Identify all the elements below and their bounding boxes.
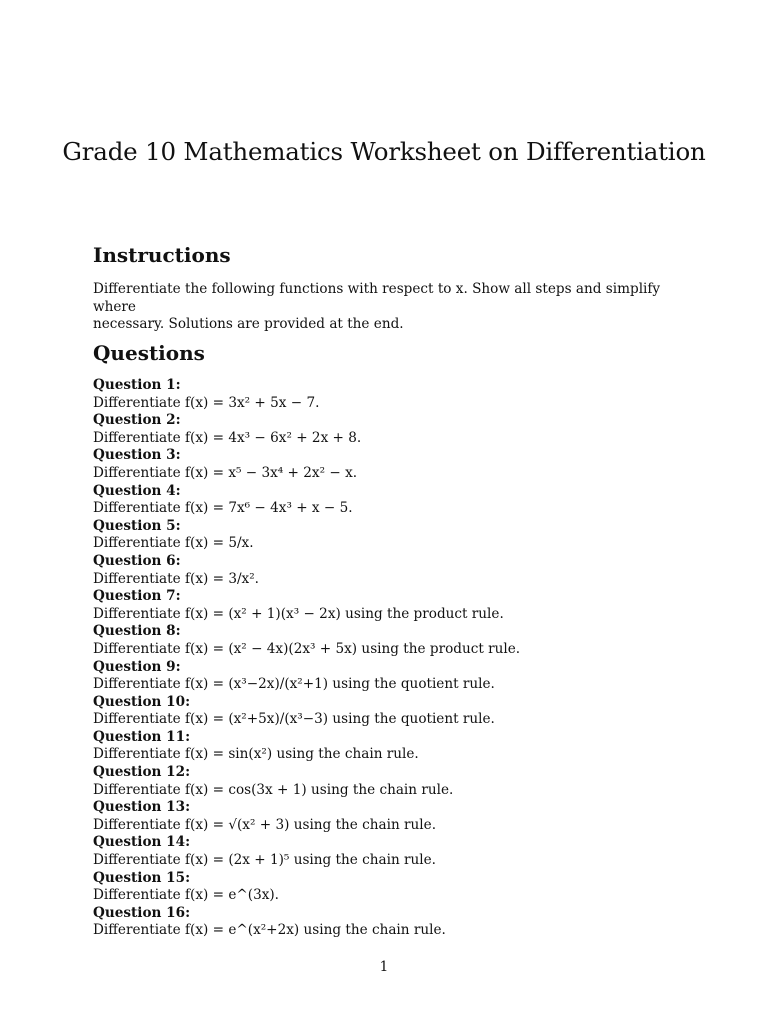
question-item	[93, 659, 693, 694]
question-text: Differentiate f(x) = (x² − 4x)(2x³ + 5x) using the product rule.	[93, 640, 521, 657]
question-text: Differentiate f(x) = e^(x²+2x) using the chain rule.	[93, 922, 446, 939]
question-text: Differentiate f(x) = x⁵ − 3x⁴ + 2x² − x.	[93, 464, 358, 481]
question-item	[93, 764, 693, 799]
question-title: Question 16:	[93, 904, 191, 921]
question-title: Question 4:	[93, 482, 181, 499]
question-text: Differentiate f(x) = 7x⁶ − 4x³ + x − 5.	[93, 500, 353, 517]
question-title: Question 12:	[93, 764, 191, 781]
instructions-line-1: Differentiate the following functions with respect to x. Show all steps and simplify where	[93, 281, 661, 315]
question-text: Differentiate f(x) = e^(3x).	[93, 887, 280, 904]
question-title: Question 11:	[93, 728, 191, 745]
question-text: Differentiate f(x) = (x² + 1)(x³ − 2x) using the product rule.	[93, 605, 504, 622]
question-title: Question 15:	[93, 869, 191, 886]
question-item	[93, 553, 693, 588]
question-title: Question 2:	[93, 412, 181, 429]
question-text: Differentiate f(x) = 3x² + 5x − 7.	[93, 394, 320, 411]
question-item	[93, 905, 693, 940]
instructions-heading: Instructions	[93, 243, 231, 267]
question-item	[93, 518, 693, 553]
question-text: Differentiate f(x) = sin(x²) using the chain rule.	[93, 746, 419, 763]
question-text: Differentiate f(x) = (x²+5x)/(x³−3) using the quotient rule.	[93, 711, 495, 728]
instructions-line-2: necessary. Solutions are provided at the end.	[93, 316, 404, 333]
question-item	[93, 799, 693, 834]
question-item	[93, 870, 693, 905]
question-title: Question 10:	[93, 693, 191, 710]
question-list	[93, 377, 693, 940]
question-title: Question 5:	[93, 517, 181, 534]
page-number: 1	[379, 959, 389, 975]
question-item	[93, 483, 693, 518]
question-title: Question 3:	[93, 447, 181, 464]
question-item	[93, 834, 693, 869]
question-title: Question 6:	[93, 552, 181, 569]
question-text: Differentiate f(x) = (2x + 1)⁵ using the chain rule.	[93, 852, 437, 869]
question-title: Question 7:	[93, 588, 181, 605]
question-title: Question 14:	[93, 834, 191, 851]
questions-heading: Questions	[93, 341, 205, 365]
question-item	[93, 377, 693, 412]
question-text: Differentiate f(x) = √(x² + 3) using the chain rule.	[93, 816, 437, 833]
question-item	[93, 412, 693, 447]
question-text: Differentiate f(x) = (x³−2x)/(x²+1) using the quotient rule.	[93, 676, 495, 693]
question-item	[93, 588, 693, 623]
question-item	[93, 694, 693, 729]
question-title: Question 9:	[93, 658, 181, 675]
question-title: Question 1:	[93, 377, 181, 393]
question-text: Differentiate f(x) = 3/x².	[93, 570, 259, 587]
instructions-text	[93, 281, 693, 334]
question-text: Differentiate f(x) = cos(3x + 1) using the chain rule.	[93, 781, 454, 798]
question-text: Differentiate f(x) = 4x³ − 6x² + 2x + 8.	[93, 429, 362, 446]
question-item	[93, 623, 693, 658]
page-title: Grade 10 Mathematics Worksheet on Differentiation	[62, 137, 706, 166]
question-title: Question 8:	[93, 623, 181, 640]
question-text: Differentiate f(x) = 5/x.	[93, 535, 254, 552]
question-title: Question 13:	[93, 799, 191, 816]
question-item	[93, 729, 693, 764]
question-item	[93, 447, 693, 482]
